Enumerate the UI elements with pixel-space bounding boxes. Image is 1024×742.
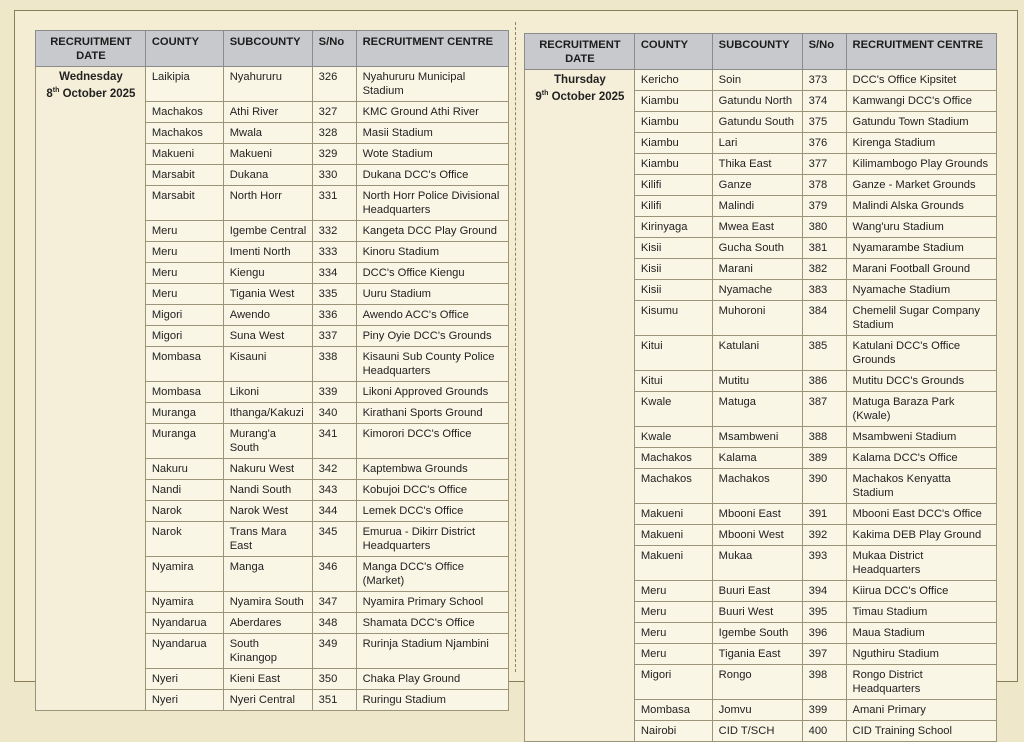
county-cell: Machakos (145, 123, 223, 144)
county-cell: Mombasa (145, 382, 223, 403)
sno-cell: 333 (312, 242, 356, 263)
recruitment-centre-cell: Timau Stadium (846, 602, 996, 623)
subcounty-cell: Igembe Central (223, 221, 312, 242)
sno-cell: 331 (312, 186, 356, 221)
subcounty-cell: Malindi (712, 196, 802, 217)
subcounty-cell: Mbooni East (712, 504, 802, 525)
county-cell: Laikipia (145, 67, 223, 102)
table-row (36, 67, 509, 102)
subcounty-cell: Kalama (712, 448, 802, 469)
recruitment-centre-cell: Masii Stadium (356, 123, 508, 144)
subcounty-cell: Trans Mara East (223, 522, 312, 557)
county-cell: Migori (634, 665, 712, 700)
recruitment-centre-cell: Chaka Play Ground (356, 669, 508, 690)
sno-cell: 390 (802, 469, 846, 504)
county-cell: Meru (634, 644, 712, 665)
sno-cell: 375 (802, 112, 846, 133)
county-cell: Kitui (634, 336, 712, 371)
recruitment-centre-cell: Nyamira Primary School (356, 592, 508, 613)
sno-cell: 334 (312, 263, 356, 284)
subcounty-cell: Mukaa (712, 546, 802, 581)
recruitment-centre-cell: Kalama DCC's Office (846, 448, 996, 469)
county-cell: Nyeri (145, 690, 223, 711)
recruitment-centre-cell: Kinoru Stadium (356, 242, 508, 263)
recruitment-centre-cell: Nguthiru Stadium (846, 644, 996, 665)
county-cell: Meru (145, 242, 223, 263)
subcounty-cell: Suna West (223, 326, 312, 347)
county-cell: Meru (145, 284, 223, 305)
subcounty-cell: Kiengu (223, 263, 312, 284)
recruitment-centre-cell: Ganze - Market Grounds (846, 175, 996, 196)
county-cell: Meru (145, 263, 223, 284)
sno-cell: 336 (312, 305, 356, 326)
recruitment-centre-cell: Kilimambogo Play Grounds (846, 154, 996, 175)
sno-cell: 332 (312, 221, 356, 242)
subcounty-cell: Machakos (712, 469, 802, 504)
sno-cell: 388 (802, 427, 846, 448)
recruitment-centre-cell: Shamata DCC's Office (356, 613, 508, 634)
recruitment-centre-cell: Kamwangi DCC's Office (846, 91, 996, 112)
subcounty-cell: Makueni (223, 144, 312, 165)
county-cell: Kwale (634, 392, 712, 427)
subcounty-cell: Mwea East (712, 217, 802, 238)
subcounty-cell: Gatundu South (712, 112, 802, 133)
subcounty-cell: Rongo (712, 665, 802, 700)
header-sno: S/No (312, 31, 356, 67)
recruitment-centre-cell: Chemelil Sugar Company Stadium (846, 301, 996, 336)
sno-cell: 376 (802, 133, 846, 154)
recruitment-date-suffix: th (52, 87, 60, 94)
sno-cell: 339 (312, 382, 356, 403)
subcounty-cell: Soin (712, 70, 802, 91)
subcounty-cell: Marani (712, 259, 802, 280)
county-cell: Meru (145, 221, 223, 242)
recruitment-day: Wednesday (59, 71, 123, 83)
county-cell: Kilifi (634, 175, 712, 196)
county-cell: Nyandarua (145, 634, 223, 669)
subcounty-cell: Jomvu (712, 700, 802, 721)
county-cell: Nyamira (145, 592, 223, 613)
subcounty-cell: Nyahururu (223, 67, 312, 102)
subcounty-cell: Tigania West (223, 284, 312, 305)
recruitment-centre-cell: Kisauni Sub County Police Headquarters (356, 347, 508, 382)
subcounty-cell: Ganze (712, 175, 802, 196)
subcounty-cell: Buuri East (712, 581, 802, 602)
county-cell: Migori (145, 305, 223, 326)
subcounty-cell: Likoni (223, 382, 312, 403)
subcounty-cell: Narok West (223, 501, 312, 522)
county-cell: Kiambu (634, 91, 712, 112)
recruitment-date-cell (525, 70, 635, 742)
recruitment-centre-cell: Awendo ACC's Office (356, 305, 508, 326)
subcounty-cell: Kisauni (223, 347, 312, 382)
county-cell: Makueni (634, 525, 712, 546)
county-cell: Meru (634, 581, 712, 602)
sno-cell: 337 (312, 326, 356, 347)
recruitment-centre-cell: Matuga Baraza Park (Kwale) (846, 392, 996, 427)
recruitment-centre-cell: Wote Stadium (356, 144, 508, 165)
sno-cell: 346 (312, 557, 356, 592)
recruitment-centre-cell: Kirathani Sports Ground (356, 403, 508, 424)
county-cell: Muranga (145, 424, 223, 459)
sno-cell: 395 (802, 602, 846, 623)
county-cell: Mombasa (634, 700, 712, 721)
recruitment-centre-cell: Kaptembwa Grounds (356, 459, 508, 480)
county-cell: Machakos (145, 102, 223, 123)
subcounty-cell: Gatundu North (712, 91, 802, 112)
sno-cell: 400 (802, 721, 846, 742)
recruitment-centre-cell: Kiirua DCC's Office (846, 581, 996, 602)
sno-cell: 341 (312, 424, 356, 459)
subcounty-cell: North Horr (223, 186, 312, 221)
recruitment-centre-cell: Likoni Approved Grounds (356, 382, 508, 403)
sno-cell: 344 (312, 501, 356, 522)
header-recruitment-centre: RECRUITMENT CENTRE (846, 34, 996, 70)
recruitment-centre-cell: Rurinja Stadium Njambini (356, 634, 508, 669)
sno-cell: 379 (802, 196, 846, 217)
subcounty-cell: CID T/SCH (712, 721, 802, 742)
recruitment-centre-cell: DCC's Office Kipsitet (846, 70, 996, 91)
sno-cell: 392 (802, 525, 846, 546)
sno-cell: 330 (312, 165, 356, 186)
table-header-row (36, 31, 509, 67)
subcounty-cell: Kieni East (223, 669, 312, 690)
sno-cell: 338 (312, 347, 356, 382)
county-cell: Makueni (145, 144, 223, 165)
recruitment-centre-cell: North Horr Police Divisional Headquarters (356, 186, 508, 221)
recruitment-centre-cell: Mbooni East DCC's Office (846, 504, 996, 525)
sno-cell: 393 (802, 546, 846, 581)
sno-cell: 391 (802, 504, 846, 525)
sno-cell: 381 (802, 238, 846, 259)
county-cell: Muranga (145, 403, 223, 424)
county-cell: Kisii (634, 280, 712, 301)
subcounty-cell: Mutitu (712, 371, 802, 392)
recruitment-date-month-year: October 2025 (548, 90, 625, 103)
recruitment-centre-cell: Mutitu DCC's Grounds (846, 371, 996, 392)
sno-cell: 343 (312, 480, 356, 501)
subcounty-cell: Imenti North (223, 242, 312, 263)
sno-cell: 347 (312, 592, 356, 613)
subcounty-cell: Mwala (223, 123, 312, 144)
recruitment-centre-cell: Msambweni Stadium (846, 427, 996, 448)
recruitment-centre-cell: Manga DCC's Office (Market) (356, 557, 508, 592)
sno-cell: 378 (802, 175, 846, 196)
county-cell: Makueni (634, 546, 712, 581)
sno-cell: 394 (802, 581, 846, 602)
county-cell: Kisii (634, 259, 712, 280)
recruitment-centre-cell: Ruringu Stadium (356, 690, 508, 711)
county-cell: Nandi (145, 480, 223, 501)
subcounty-cell: Lari (712, 133, 802, 154)
subcounty-cell: Msambweni (712, 427, 802, 448)
sno-cell: 382 (802, 259, 846, 280)
recruitment-centre-cell: CID Training School (846, 721, 996, 742)
sno-cell: 326 (312, 67, 356, 102)
county-cell: Kirinyaga (634, 217, 712, 238)
subcounty-cell: Muhoroni (712, 301, 802, 336)
recruitment-centre-cell: Amani Primary (846, 700, 996, 721)
county-cell: Narok (145, 522, 223, 557)
subcounty-cell: Buuri West (712, 602, 802, 623)
subcounty-cell: Thika East (712, 154, 802, 175)
header-sno: S/No (802, 34, 846, 70)
recruitment-centre-cell: Gatundu Town Stadium (846, 112, 996, 133)
recruitment-centre-cell: Nyamache Stadium (846, 280, 996, 301)
sno-cell: 335 (312, 284, 356, 305)
county-cell: Marsabit (145, 186, 223, 221)
recruitment-centre-cell: Uuru Stadium (356, 284, 508, 305)
header-subcounty: SUBCOUNTY (712, 34, 802, 70)
subcounty-cell: Murang'a South (223, 424, 312, 459)
sno-cell: 385 (802, 336, 846, 371)
recruitment-centre-cell: Lemek DCC's Office (356, 501, 508, 522)
subcounty-cell: Nyamira South (223, 592, 312, 613)
county-cell: Kilifi (634, 196, 712, 217)
subcounty-cell: Aberdares (223, 613, 312, 634)
recruitment-centre-cell: Marani Football Ground (846, 259, 996, 280)
sno-cell: 396 (802, 623, 846, 644)
county-cell: Kwale (634, 427, 712, 448)
sno-cell: 342 (312, 459, 356, 480)
subcounty-cell: Awendo (223, 305, 312, 326)
subcounty-cell: Gucha South (712, 238, 802, 259)
county-cell: Kitui (634, 371, 712, 392)
county-cell: Meru (634, 602, 712, 623)
subcounty-cell: Tigania East (712, 644, 802, 665)
recruitment-centre-cell: Dukana DCC's Office (356, 165, 508, 186)
recruitment-centre-cell: Kirenga Stadium (846, 133, 996, 154)
county-cell: Kisii (634, 238, 712, 259)
subcounty-cell: Athi River (223, 102, 312, 123)
subcounty-cell: Nyamache (712, 280, 802, 301)
county-cell: Narok (145, 501, 223, 522)
recruitment-day: Thursday (554, 74, 606, 86)
subcounty-cell: Igembe South (712, 623, 802, 644)
recruitment-centre-cell: Nyahururu Municipal Stadium (356, 67, 508, 102)
subcounty-cell: Matuga (712, 392, 802, 427)
recruitment-date-day-number: 9 (535, 90, 542, 103)
sno-cell: 350 (312, 669, 356, 690)
county-cell: Makueni (634, 504, 712, 525)
sno-cell: 399 (802, 700, 846, 721)
recruitment-centre-cell: Nyamarambe Stadium (846, 238, 996, 259)
column-divider (515, 22, 516, 672)
county-cell: Kisumu (634, 301, 712, 336)
header-recruitment-date: RECRUITMENT DATE (525, 34, 635, 70)
sno-cell: 345 (312, 522, 356, 557)
subcounty-cell: Manga (223, 557, 312, 592)
recruitment-centre-cell: Emurua - Dikirr District Headquarters (356, 522, 508, 557)
header-county: COUNTY (145, 31, 223, 67)
sno-cell: 329 (312, 144, 356, 165)
county-cell: Nyandarua (145, 613, 223, 634)
recruitment-centre-cell: Katulani DCC's Office Grounds (846, 336, 996, 371)
county-cell: Marsabit (145, 165, 223, 186)
subcounty-cell: Mbooni West (712, 525, 802, 546)
recruitment-date-suffix: th (541, 90, 549, 97)
sno-cell: 384 (802, 301, 846, 336)
recruitment-table-left (35, 30, 509, 711)
sno-cell: 397 (802, 644, 846, 665)
subcounty-cell: Ithanga/Kakuzi (223, 403, 312, 424)
county-cell: Machakos (634, 448, 712, 469)
recruitment-centre-cell: DCC's Office Kiengu (356, 263, 508, 284)
sno-cell: 389 (802, 448, 846, 469)
sno-cell: 327 (312, 102, 356, 123)
county-cell: Kiambu (634, 133, 712, 154)
header-county: COUNTY (634, 34, 712, 70)
subcounty-cell: Dukana (223, 165, 312, 186)
header-subcounty: SUBCOUNTY (223, 31, 312, 67)
header-recruitment-date: RECRUITMENT DATE (36, 31, 146, 67)
recruitment-centre-cell: Malindi Alska Grounds (846, 196, 996, 217)
subcounty-cell: Nyeri Central (223, 690, 312, 711)
sno-cell: 377 (802, 154, 846, 175)
recruitment-centre-cell: Wang'uru Stadium (846, 217, 996, 238)
subcounty-cell: South Kinangop (223, 634, 312, 669)
county-cell: Nyamira (145, 557, 223, 592)
recruitment-centre-cell: Kimorori DCC's Office (356, 424, 508, 459)
sno-cell: 386 (802, 371, 846, 392)
sno-cell: 383 (802, 280, 846, 301)
recruitment-centre-cell: KMC Ground Athi River (356, 102, 508, 123)
recruitment-centre-cell: Piny Oyie DCC's Grounds (356, 326, 508, 347)
county-cell: Nyeri (145, 669, 223, 690)
subcounty-cell: Nandi South (223, 480, 312, 501)
sno-cell: 340 (312, 403, 356, 424)
recruitment-centre-cell: Kobujoi DCC's Office (356, 480, 508, 501)
county-cell: Nakuru (145, 459, 223, 480)
sno-cell: 398 (802, 665, 846, 700)
subcounty-cell: Katulani (712, 336, 802, 371)
recruitment-centre-cell: Rongo District Headquarters (846, 665, 996, 700)
sno-cell: 374 (802, 91, 846, 112)
county-cell: Migori (145, 326, 223, 347)
recruitment-date-month-year: October 2025 (59, 87, 136, 100)
county-cell: Kiambu (634, 112, 712, 133)
county-cell: Meru (634, 623, 712, 644)
table-row (525, 70, 997, 91)
county-cell: Kiambu (634, 154, 712, 175)
recruitment-date-cell (36, 67, 146, 711)
sno-cell: 349 (312, 634, 356, 669)
county-cell: Machakos (634, 469, 712, 504)
table-header-row (525, 34, 997, 70)
county-cell: Kericho (634, 70, 712, 91)
sno-cell: 380 (802, 217, 846, 238)
sno-cell: 387 (802, 392, 846, 427)
county-cell: Nairobi (634, 721, 712, 742)
sno-cell: 348 (312, 613, 356, 634)
sno-cell: 373 (802, 70, 846, 91)
recruitment-centre-cell: Maua Stadium (846, 623, 996, 644)
header-recruitment-centre: RECRUITMENT CENTRE (356, 31, 508, 67)
sno-cell: 328 (312, 123, 356, 144)
sno-cell: 351 (312, 690, 356, 711)
recruitment-centre-cell: Mukaa District Headquarters (846, 546, 996, 581)
recruitment-centre-cell: Machakos Kenyatta Stadium (846, 469, 996, 504)
recruitment-centre-cell: Kangeta DCC Play Ground (356, 221, 508, 242)
subcounty-cell: Nakuru West (223, 459, 312, 480)
recruitment-table-right (524, 33, 997, 742)
county-cell: Mombasa (145, 347, 223, 382)
recruitment-date-day-number: 8 (46, 87, 53, 100)
recruitment-centre-cell: Kakima DEB Play Ground (846, 525, 996, 546)
